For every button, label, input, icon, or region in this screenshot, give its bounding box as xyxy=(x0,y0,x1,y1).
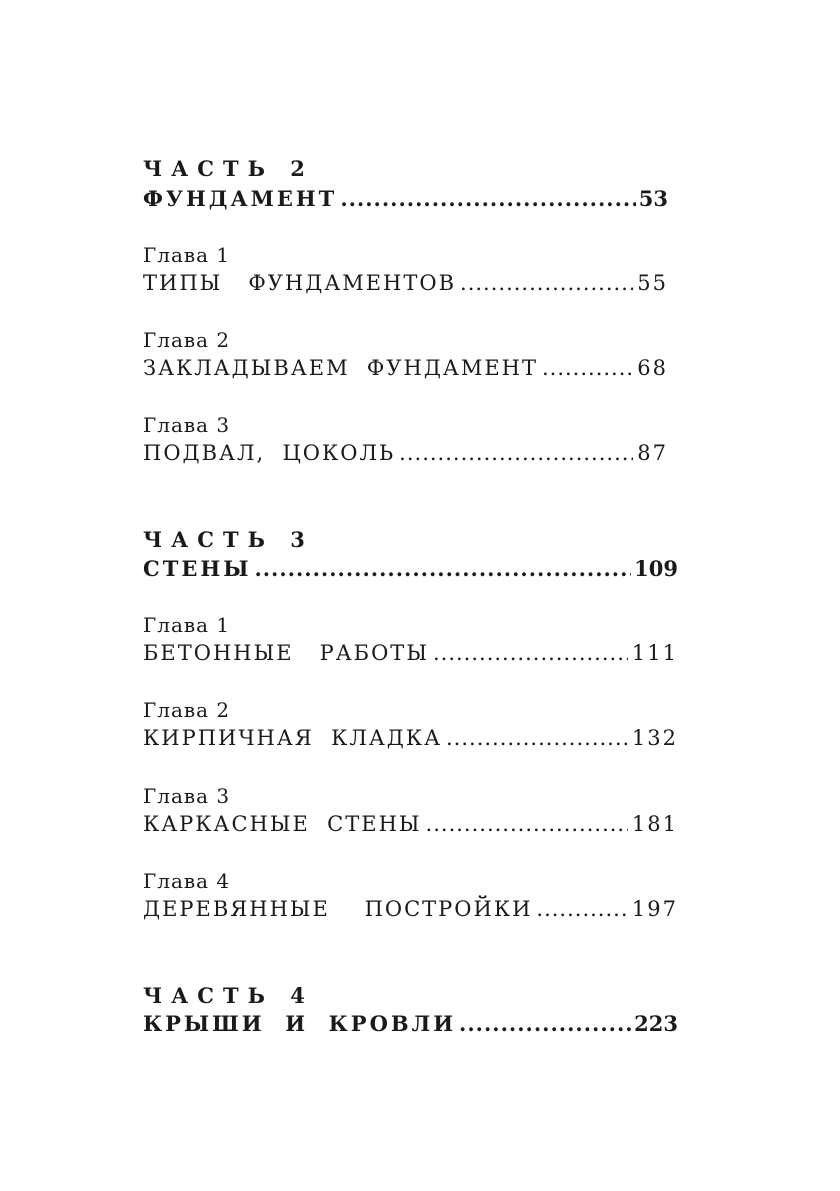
dot-leader xyxy=(433,641,628,665)
dot-leader xyxy=(459,1011,631,1036)
page-number: 132 xyxy=(631,726,678,750)
part-label: ЧАСТЬ 2 xyxy=(143,156,314,181)
part-title: СТЕНЫ xyxy=(143,556,252,581)
dot-leader xyxy=(340,186,635,211)
dot-leader xyxy=(254,556,631,581)
part-label: ЧАСТЬ 4 xyxy=(143,983,314,1008)
part-label: ЧАСТЬ 3 xyxy=(143,527,314,552)
page-number: 109 xyxy=(634,556,678,581)
chapter-title: ТИПЫ ФУНДАМЕНТОВ xyxy=(143,271,457,295)
chapter-label: Глава 1 xyxy=(143,613,231,637)
chapter-label: Глава 3 xyxy=(143,413,231,437)
toc-entry-chapter[interactable] xyxy=(143,441,678,465)
part-title: ФУНДАМЕНТ xyxy=(143,186,338,211)
page-number: 197 xyxy=(631,897,678,921)
chapter-label: Глава 3 xyxy=(143,784,231,808)
chapter-label: Глава 2 xyxy=(143,328,231,352)
chapter-title: КАРКАСНЫЕ СТЕНЫ xyxy=(143,812,422,836)
page-number: 87 xyxy=(637,441,668,465)
chapter-title: ДЕРЕВЯННЫЕ ПОСТРОЙКИ xyxy=(143,897,533,921)
toc-entry-chapter[interactable] xyxy=(143,812,678,836)
chapter-title: ПОДВАЛ, ЦОКОЛЬ xyxy=(143,441,396,465)
page-number: 68 xyxy=(637,356,668,380)
dot-leader xyxy=(536,897,628,921)
dot-leader xyxy=(542,356,633,380)
toc-entry-chapter[interactable] xyxy=(143,641,678,665)
toc-entry-part[interactable] xyxy=(143,556,678,581)
toc-entry-part[interactable] xyxy=(143,1011,678,1036)
dot-leader xyxy=(446,726,628,750)
toc-entry-chapter[interactable] xyxy=(143,356,678,380)
chapter-title: БЕТОННЫЕ РАБОТЫ xyxy=(143,641,429,665)
chapter-label: Глава 1 xyxy=(143,243,231,267)
page-number: 223 xyxy=(634,1011,678,1036)
part-title: КРЫШИ И КРОВЛИ xyxy=(143,1011,457,1036)
toc-entry-chapter[interactable] xyxy=(143,271,678,295)
page-number: 111 xyxy=(631,641,678,665)
chapter-title: ЗАКЛАДЫВАЕМ ФУНДАМЕНТ xyxy=(143,356,538,380)
dot-leader xyxy=(399,441,633,465)
chapter-title: КИРПИЧНАЯ КЛАДКА xyxy=(143,726,442,750)
toc-entry-chapter[interactable] xyxy=(143,897,678,921)
chapter-label: Глава 4 xyxy=(143,869,231,893)
toc-entry-chapter[interactable] xyxy=(143,726,678,750)
dot-leader xyxy=(460,271,633,295)
toc-entry-part[interactable] xyxy=(143,186,678,211)
dot-leader xyxy=(426,812,628,836)
chapter-label: Глава 2 xyxy=(143,698,231,722)
page-number: 53 xyxy=(638,186,668,211)
page-number: 55 xyxy=(637,271,668,295)
page-number: 181 xyxy=(631,812,678,836)
